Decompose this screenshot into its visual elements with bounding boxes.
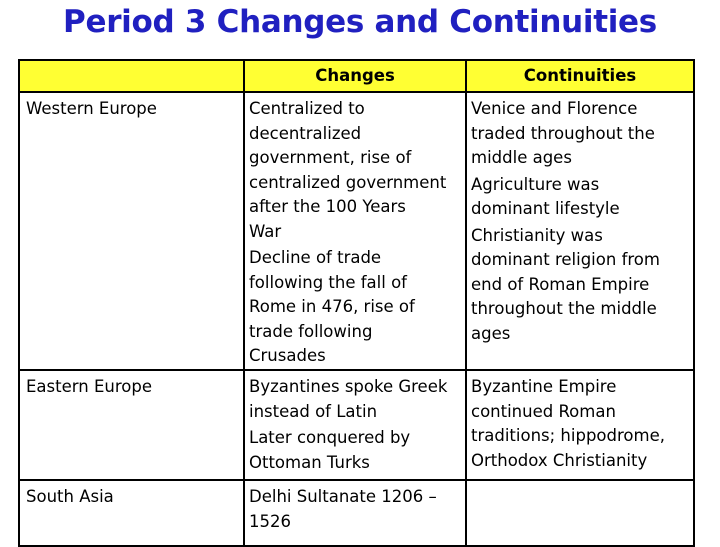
table-row-eastern-europe bbox=[19, 370, 694, 480]
header-continuities: Continuities bbox=[466, 60, 694, 92]
continuities-cell bbox=[466, 92, 694, 370]
region-cell bbox=[19, 370, 244, 480]
change-item: Byzantines spoke Greek instead of Latin bbox=[249, 377, 448, 421]
changes-continuities-table bbox=[18, 59, 695, 547]
change-item: Later conquered by Ottoman Turks bbox=[249, 428, 411, 472]
continuities-cell bbox=[466, 480, 694, 546]
region-cell bbox=[19, 480, 244, 546]
changes-cell bbox=[244, 370, 466, 480]
changes-cell bbox=[244, 92, 466, 370]
region-label: Western Europe bbox=[26, 99, 157, 118]
change-item: Centralized to decentralized government, rise of centralized government after the 100 Years War bbox=[249, 99, 447, 241]
page-title: Period 3 Changes and Continuities bbox=[63, 4, 657, 40]
continuity-item: Venice and Florence traded throughout the middle ages bbox=[471, 99, 655, 167]
region-cell bbox=[19, 92, 244, 370]
change-item: Delhi Sultanate 1206 – 1526 bbox=[249, 487, 437, 531]
continuity-item: Agriculture was dominant lifestyle bbox=[471, 174, 620, 218]
table-row-western-europe bbox=[19, 92, 694, 370]
table-row-south-asia bbox=[19, 480, 694, 546]
header-region bbox=[19, 60, 244, 92]
change-item: Decline of trade following the fall of Rome in 476, rise of trade following Crusades bbox=[249, 248, 415, 365]
region-label: Eastern Europe bbox=[26, 377, 152, 396]
continuity-item: Byzantine Empire continued Roman traditions; hippodrome, Orthodox Christianity bbox=[471, 377, 665, 470]
changes-cell bbox=[244, 480, 466, 546]
region-label: South Asia bbox=[26, 487, 114, 506]
header-changes: Changes bbox=[244, 60, 466, 92]
continuity-item: Christianity was dominant religion from end of Roman Empire throughout the middle ages bbox=[471, 225, 660, 343]
table-header-row bbox=[19, 60, 694, 92]
continuities-cell bbox=[466, 370, 694, 480]
